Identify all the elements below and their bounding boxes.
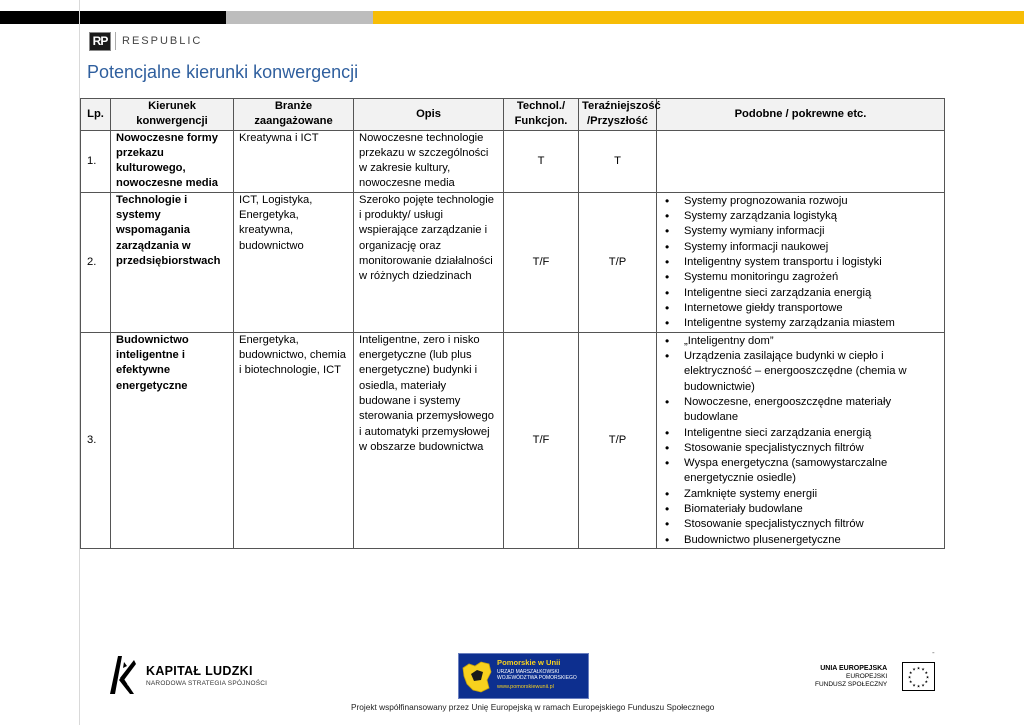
- list-item: • Nowoczesne, energooszczędne materiały budowlane: [657, 395, 940, 426]
- eu-star-icon: ★: [909, 679, 913, 684]
- eu-star-icon: ★: [924, 679, 929, 684]
- list-item: • „Inteligentny dom”: [657, 334, 940, 349]
- top-bar-gray: [226, 11, 373, 24]
- list-item: • Systemy prognozowania rozwoju: [657, 194, 940, 209]
- header-opis: Opis: [354, 99, 504, 131]
- pomorskie-subtitle: URZĄD MARSZAŁKOWSKI WOJEWÓDZTWA POMORSKIEGO: [497, 669, 577, 681]
- row-number: 3.: [81, 332, 111, 548]
- kapital-ludzki-icon: [108, 654, 136, 696]
- list-item: • Systemy wymiany informacji: [657, 224, 940, 239]
- logo-text: RESPUBLIC: [122, 35, 203, 47]
- eu-logo: [815, 662, 935, 691]
- list-item: • Inteligentny system transportu i logistyki: [657, 255, 940, 270]
- row-technol: T/F: [504, 192, 579, 332]
- row-podobne: [657, 332, 945, 548]
- row-number: 1.: [81, 130, 111, 192]
- pomorskie-map-icon: [459, 654, 495, 698]
- row-technol: T/F: [504, 332, 579, 548]
- list-item: • Inteligentne systemy zarządzania miastem: [657, 316, 940, 331]
- eu-star-icon: ★: [925, 674, 930, 680]
- row-kierunek: Budownictwo inteligentne i efektywne energetyczne: [111, 332, 234, 548]
- eu-star-icon: ★: [921, 666, 926, 672]
- eu-title: UNIA EUROPEJSKA: [820, 664, 888, 672]
- list-item: • Stosowanie specjalistycznych filtrów: [657, 441, 940, 456]
- logo-separator: [115, 32, 116, 50]
- table-header-row: [81, 99, 945, 131]
- list-item: • Systemy zarządzania logistyką: [657, 209, 940, 224]
- list-item: • Internetowe giełdy transportowe: [657, 301, 940, 316]
- list-item: • Wyspa energetyczna (samowystarczalne energetycznie osiedle): [657, 456, 940, 487]
- table-row: [81, 130, 945, 192]
- row-technol: T: [504, 130, 579, 192]
- header-branze: Branże zaangażowane: [234, 99, 354, 131]
- row-podobne: [657, 130, 945, 192]
- list-item: • Biomateriały budowlane: [657, 502, 940, 517]
- list-item: • Stosowanie specjalistycznych filtrów: [657, 517, 940, 532]
- row-czas: T/P: [579, 332, 657, 548]
- list-item: • Inteligentne sieci zarządzania energią: [657, 426, 940, 441]
- row-czas: T/P: [579, 192, 657, 332]
- row-podobne: [657, 192, 945, 332]
- row-opis: Inteligentne, zero i nisko energetyczne (lub plus energetyczne) budynki i osiedla, materiały budowane i systemy sterowania przemysłowego i automatyki przemysłowej w obszarze budownictwa: [354, 332, 504, 548]
- pomorskie-title: Pomorskie w Unii: [497, 658, 561, 667]
- table-row: [81, 192, 945, 332]
- row-opis: Szeroko pojęte technologie i produkty/ usługi wspierające zarządzanie i organizację oraz monitorowanie działalności w różnych dziedzinach: [354, 192, 504, 332]
- list-item: • Systemu monitoringu zagrożeń: [657, 270, 940, 285]
- respublic-logo: [89, 31, 202, 51]
- header-terazniejszosc: Teraźniejszość /Przyszłość: [579, 99, 657, 131]
- header-kierunek: Kierunek konwergencji: [111, 99, 234, 131]
- eu-star-icon: ★: [921, 682, 926, 688]
- list-item: • Systemy informacji naukowej: [657, 240, 940, 255]
- pomorskie-url: www.pomorskiewunii.pl: [497, 684, 554, 690]
- row-opis: Nowoczesne technologie przekazu w szczególności w zakresie kultury, nowoczesne media: [354, 130, 504, 192]
- page-title: Potencjalne kierunki konwergencji: [87, 62, 359, 82]
- kapital-ludzki-subtitle: NARODOWA STRATEGIA SPÓJNOŚCI: [146, 679, 268, 687]
- eu-line2: EUROPEJSKI: [846, 672, 888, 680]
- eu-star-icon: ★: [924, 670, 929, 675]
- eu-star-icon: ★: [912, 666, 917, 672]
- eu-line3: FUNDUSZ SPOŁECZNY: [815, 680, 888, 688]
- eu-star-icon: ★: [916, 665, 921, 671]
- pomorskie-logo: [458, 653, 589, 699]
- list-item: • Budownictwo plusenergetyczne: [657, 533, 940, 548]
- row-kierunek: Technologie i systemy wspomagania zarządzania w przedsiębiorstwach: [111, 192, 234, 332]
- eu-flag-icon: [902, 662, 935, 691]
- table-row: [81, 332, 945, 548]
- header-lp: Lp.: [81, 99, 111, 131]
- row-number: 2.: [81, 192, 111, 332]
- top-bar-black: [0, 11, 226, 24]
- eu-star-icon: ★: [909, 670, 913, 675]
- eu-star-icon: ★: [907, 674, 912, 680]
- row-branze: Energetyka, budownictwo, chemia i biotechnologie, ICT: [234, 332, 354, 548]
- footer-dash: -: [932, 648, 935, 657]
- footer-caption: Projekt współfinansowany przez Unię Europejską w ramach Europejskiego Funduszu Społecznego: [351, 702, 715, 712]
- header-podobne: Podobne / pokrewne etc.: [657, 99, 945, 131]
- list-item: • Zamknięte systemy energii: [657, 487, 940, 502]
- row-kierunek: Nowoczesne formy przekazu kulturowego, nowoczesne media: [111, 130, 234, 192]
- eu-star-icon: ★: [916, 683, 921, 689]
- top-bar-yellow: [373, 11, 1024, 24]
- row-branze: Kreatywna i ICT: [234, 130, 354, 192]
- kapital-ludzki-logo: [108, 654, 267, 696]
- list-item: • Inteligentne sieci zarządzania energią: [657, 286, 940, 301]
- logo-mark: RP: [89, 32, 111, 51]
- convergence-table: [80, 98, 945, 549]
- list-item: • Urządzenia zasilające budynki w ciepło i elektryczność – energooszczędne (chemia w budownictwie): [657, 349, 940, 395]
- header-technol: Technol./ Funkcjon.: [504, 99, 579, 131]
- row-czas: T: [579, 130, 657, 192]
- kapital-ludzki-title: KAPITAŁ LUDZKI: [146, 663, 253, 678]
- row-branze: ICT, Logistyka, Energetyka, kreatywna, budownictwo: [234, 192, 354, 332]
- eu-star-icon: ★: [912, 682, 917, 688]
